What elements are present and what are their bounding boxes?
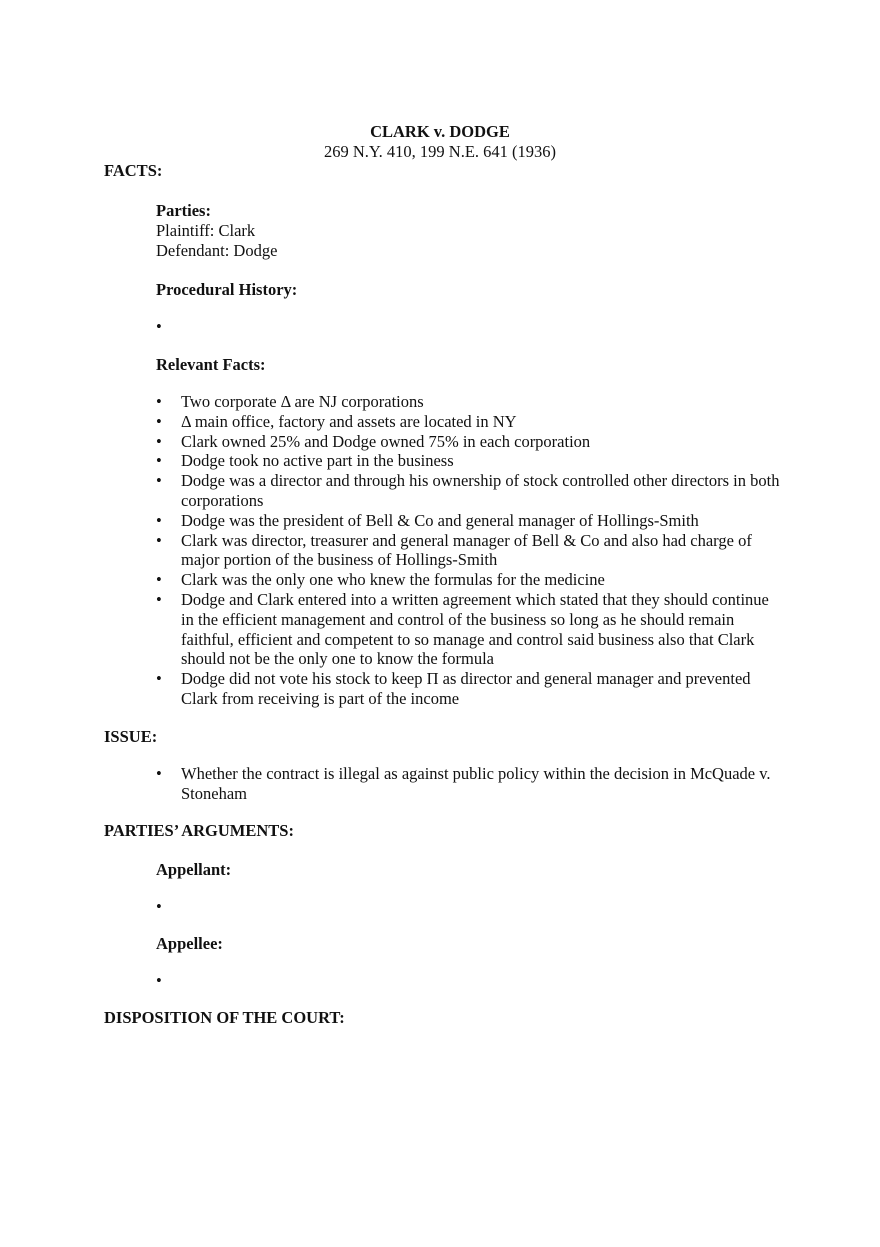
list-item: • Clark was the only one who knew the formulas for the medicine — [156, 570, 781, 590]
list-item: • Clark was director, treasurer and general manager of Bell & Co and also had charge of major portion of the business of Hollings-Smith — [156, 531, 781, 571]
relevant-facts-heading: Relevant Facts: — [156, 355, 266, 374]
arguments-heading: PARTIES’ ARGUMENTS: — [104, 821, 294, 840]
list-item: • Dodge took no active part in the business — [156, 451, 781, 471]
facts-heading: FACTS: — [104, 161, 163, 180]
list-item: • Dodge and Clark entered into a written agreement which stated that they should continue in the efficient management and control of the business so long as he should remain faithful, efficient and competent to so manage and control said business also that Clark should not be the only one to know the formula — [156, 590, 781, 669]
parties-heading: Parties: — [156, 201, 211, 220]
issue-list — [156, 764, 781, 804]
case-header — [0, 122, 880, 162]
plaintiff-line: Plaintiff: Clark — [156, 221, 256, 240]
case-citation: 269 N.Y. 410, 199 N.E. 641 (1936) — [323, 142, 557, 161]
appellant-bullet: • — [156, 897, 162, 916]
disposition-heading: DISPOSITION OF THE COURT: — [104, 1008, 345, 1027]
procedural-history-bullet: • — [156, 317, 162, 336]
list-item: • Dodge was the president of Bell & Co and general manager of Hollings-Smith — [156, 511, 781, 531]
list-item: • Whether the contract is illegal as against public policy within the decision in McQuade v. Stoneham — [156, 764, 781, 804]
list-item: • Dodge did not vote his stock to keep Π as director and general manager and prevented Clark from receiving is part of the income — [156, 669, 781, 709]
list-item: • Δ main office, factory and assets are located in NY — [156, 412, 781, 432]
appellee-heading: Appellee: — [156, 934, 223, 953]
appellant-heading: Appellant: — [156, 860, 232, 879]
defendant-line: Defendant: Dodge — [156, 241, 278, 260]
list-item: • Clark owned 25% and Dodge owned 75% in each corporation — [156, 432, 781, 452]
case-title: CLARK v. DODGE — [370, 122, 510, 141]
relevant-facts-list — [156, 392, 781, 709]
issue-heading: ISSUE: — [104, 727, 158, 746]
list-item: • Two corporate Δ are NJ corporations — [156, 392, 781, 412]
list-item: • Dodge was a director and through his ownership of stock controlled other directors in both corporations — [156, 471, 781, 511]
appellee-bullet: • — [156, 971, 162, 990]
procedural-history-heading: Procedural History: — [156, 280, 298, 299]
